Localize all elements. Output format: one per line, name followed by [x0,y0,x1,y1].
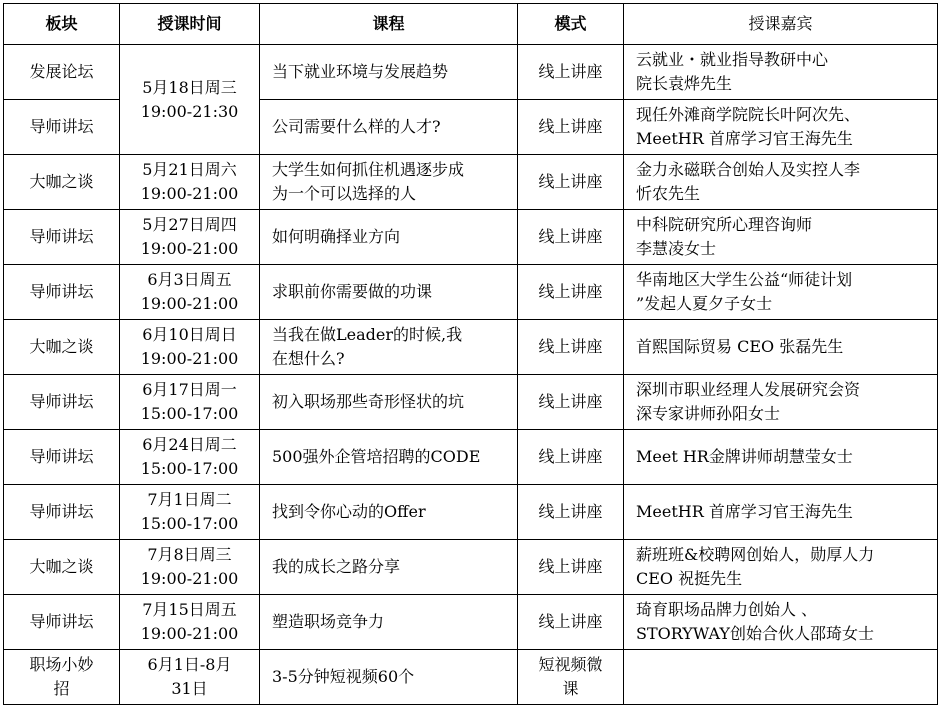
table-row [4,210,938,265]
time-cell [120,155,260,210]
course-cell: 500强外企管培招聘的CODE [260,430,518,485]
section-cell: 大咖之谈 [4,320,120,375]
course-line: 为一个可以选择的人 [272,184,417,203]
time-cell [120,265,260,320]
header-row [4,4,938,45]
mode-line: 课 [562,679,579,698]
guest-cell [624,320,938,375]
guest-line: 现任外滩商学院院长叶阿次先、 [636,105,861,124]
table-row [4,45,938,100]
guest-line: 首熙国际贸易 CEO 张磊先生 [636,337,844,356]
mode-cell [518,650,624,705]
time-text: 19:00-21:00 [140,239,239,258]
time-cell [120,430,260,485]
time-cell [120,595,260,650]
guest-line: 薪班班&校聘网创始人，勋厚人力 [636,545,875,564]
guest-cell [624,650,938,705]
guest-cell [624,375,938,430]
mode-cell: 线上讲座 [518,100,624,155]
course-cell [260,155,518,210]
guest-line: 忻农先生 [636,184,701,203]
table-row [4,155,938,210]
date-text: 5月21日周六 [142,160,237,179]
time-text: 19:00-21:00 [140,569,239,588]
header-course: 课程 [260,4,518,45]
time-text: 15:00-17:00 [140,459,239,478]
guest-cell [624,45,938,100]
mode-cell: 线上讲座 [518,45,624,100]
date-text: 6月10日周日 [142,325,237,344]
mode-cell: 线上讲座 [518,155,624,210]
time-text: 19:00-21:00 [140,184,239,203]
course-cell [260,320,518,375]
time-text: 15:00-17:00 [140,404,239,423]
time-cell [120,320,260,375]
guest-line: ”发起人夏夕子女士 [636,294,773,313]
guest-line: MeetHR 首席学习官王海先生 [636,129,853,148]
header-section: 板块 [4,4,120,45]
guest-line: STORYWAY创始合伙人邵琦女士 [636,624,874,643]
table-row [4,595,938,650]
guest-line: 深圳市职业经理人发展研究会资 [636,380,861,399]
date-text: 7月8日周三 [147,545,232,564]
course-cell: 求职前你需要做的功课 [260,265,518,320]
time-cell [120,650,260,705]
time-text: 19:00-21:00 [140,349,239,368]
mode-cell: 线上讲座 [518,430,624,485]
date-text: 6月1日-8月 [147,655,232,674]
mode-line: 短视频微 [538,655,603,674]
guest-cell [624,265,938,320]
time-text: 31日 [171,679,208,698]
course-cell: 公司需要什么样的人才? [260,100,518,155]
guest-line: 金力永磁联合创始人及实控人李 [636,160,861,179]
guest-line: CEO 祝挺先生 [636,569,743,588]
guest-line: 院长袁烨先生 [636,74,733,93]
section-cell: 导师讲坛 [4,265,120,320]
guest-cell [624,430,938,485]
time-text: 19:00-21:00 [140,624,239,643]
mode-cell: 线上讲座 [518,265,624,320]
header-mode: 模式 [518,4,624,45]
time-cell [120,540,260,595]
course-cell: 我的成长之路分享 [260,540,518,595]
section-cell [4,650,120,705]
time-text: 15:00-17:00 [140,514,239,533]
section-cell: 导师讲坛 [4,485,120,540]
time-cell [120,210,260,265]
table-row [4,430,938,485]
schedule-table [3,3,938,705]
time-text: 19:00-21:30 [140,101,239,121]
guest-cell [624,100,938,155]
header-guest: 授课嘉宾 [624,4,938,45]
course-line: 大学生如何抓住机遇逐步成 [272,160,465,179]
table-row [4,540,938,595]
date-text: 7月15日周五 [142,600,237,619]
mode-cell: 线上讲座 [518,540,624,595]
table-row [4,650,938,705]
header-time: 授课时间 [120,4,260,45]
time-text: 19:00-21:00 [140,294,239,313]
guest-cell [624,155,938,210]
course-cell: 初入职场那些奇形怪状的坑 [260,375,518,430]
section-cell: 导师讲坛 [4,100,120,155]
section-cell: 导师讲坛 [4,375,120,430]
time-cell [120,485,260,540]
course-line: 在想什么? [272,349,345,368]
mode-cell: 线上讲座 [518,210,624,265]
guest-line: 琦育职场品牌力创始人 、 [636,600,818,619]
table-row [4,320,938,375]
date-text: 6月17日周一 [142,380,237,399]
table-row [4,375,938,430]
guest-cell [624,485,938,540]
course-cell: 找到令你心动的Offer [260,485,518,540]
course-cell: 3-5分钟短视频60个 [260,650,518,705]
guest-line: 华南地区大学生公益“师徒计划 [636,270,853,289]
course-cell: 当下就业环境与发展趋势 [260,45,518,100]
guest-line: Meet HR金牌讲师胡慧莹女士 [636,447,853,466]
guest-line: 云就业・就业指导教研中心 [636,50,829,69]
section-cell: 发展论坛 [4,45,120,100]
section-cell: 大咖之谈 [4,155,120,210]
guest-line: MeetHR 首席学习官王海先生 [636,502,853,521]
course-line: 当我在做Leader的时候,我 [272,325,463,344]
date-text: 6月24日周二 [142,435,237,454]
course-cell: 塑造职场竞争力 [260,595,518,650]
guest-cell [624,540,938,595]
mode-cell: 线上讲座 [518,485,624,540]
section-cell: 导师讲坛 [4,595,120,650]
section-line: 职场小妙 [29,655,94,674]
time-cell [120,45,260,155]
mode-cell: 线上讲座 [518,320,624,375]
guest-line: 李慧凌女士 [636,239,717,258]
table-row [4,265,938,320]
guest-line: 深专家讲师孙阳女士 [636,404,781,423]
guest-cell [624,210,938,265]
date-text: 6月3日周五 [147,270,232,289]
date-text: 7月1日周二 [147,490,232,509]
date-text: 5月18日周三 [142,77,237,97]
course-cell: 如何明确择业方向 [260,210,518,265]
mode-cell: 线上讲座 [518,595,624,650]
section-cell: 导师讲坛 [4,210,120,265]
mode-cell: 线上讲座 [518,375,624,430]
time-cell [120,375,260,430]
guest-cell [624,595,938,650]
table-row [4,485,938,540]
date-text: 5月27日周四 [142,215,237,234]
guest-line: 中科院研究所心理咨询师 [636,215,813,234]
section-line: 招 [53,679,70,698]
section-cell: 导师讲坛 [4,430,120,485]
section-cell: 大咖之谈 [4,540,120,595]
